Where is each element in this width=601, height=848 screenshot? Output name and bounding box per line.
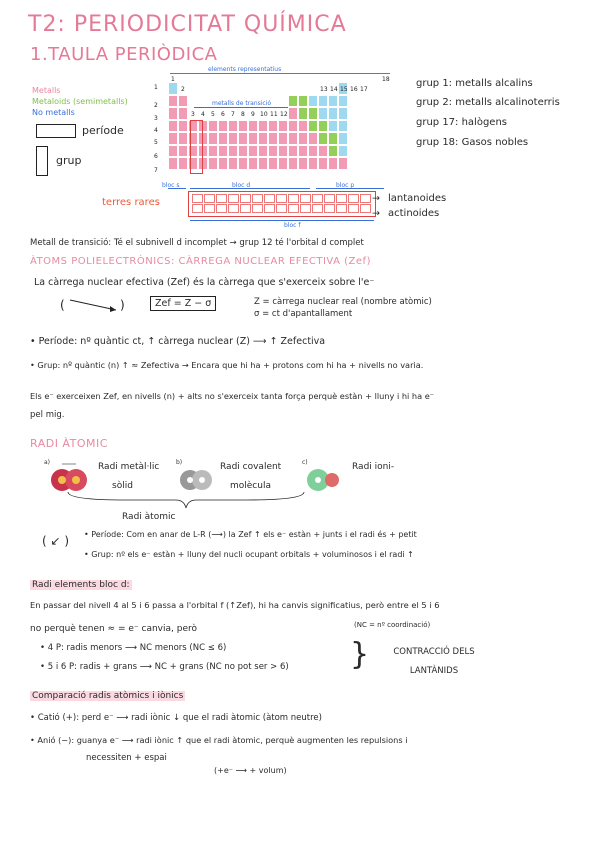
element-cell xyxy=(308,107,318,120)
contraction-brace: } xyxy=(350,637,370,672)
element-cell xyxy=(318,107,328,120)
representative-label: elements representatius xyxy=(208,66,282,73)
element-cell xyxy=(288,107,298,120)
element-cell xyxy=(228,145,238,158)
element-cell xyxy=(298,157,308,170)
element-cell xyxy=(218,120,228,133)
group-legend-box xyxy=(36,146,48,176)
element-cell xyxy=(278,157,288,170)
f-element-cell xyxy=(336,204,347,213)
anion-rule-2: necessiten + espai xyxy=(86,753,167,763)
element-cell xyxy=(218,145,228,158)
block-d-text-1: En passar del nivell 4 al 5 i 6 passa a l'orbital f (↑Zef), hi ha canvis significatius, però entre el 5 i 6 xyxy=(30,600,440,610)
group-num-2: 2 xyxy=(181,86,185,93)
f-element-cell xyxy=(252,194,263,203)
f-element-cell xyxy=(216,194,227,203)
radius-covalent: Radi covalent xyxy=(220,462,282,472)
f-element-cell xyxy=(264,204,275,213)
block-d-text-2: no perquè tenen ≈ = e⁻ canvia, però xyxy=(30,624,197,634)
group-num-5: 5 xyxy=(211,111,215,118)
page-title: T2: PERIODICITAT QUÍMICA xyxy=(28,12,347,37)
element-cell xyxy=(258,132,268,145)
f-element-cell xyxy=(204,194,215,203)
element-cell xyxy=(168,107,178,120)
group-num-11: 11 xyxy=(270,111,278,118)
element-cell xyxy=(338,107,348,120)
element-cell xyxy=(318,132,328,145)
label-b: b) xyxy=(176,459,183,466)
period-num-7: 7 xyxy=(154,167,158,174)
period-num-2: 2 xyxy=(154,102,158,109)
f-element-cell xyxy=(240,204,251,213)
group-num-1: 1 xyxy=(171,76,175,83)
group-item-17: grup 17: halògens xyxy=(416,117,508,128)
period-num-3: 3 xyxy=(154,115,158,122)
section-radius-heading: RADI ÀTOMIC xyxy=(30,437,108,450)
f-element-cell xyxy=(360,194,371,203)
block-d-nc-note: (NC = nº coordinació) xyxy=(354,621,431,629)
element-cell xyxy=(168,145,178,158)
f-element-cell xyxy=(336,194,347,203)
element-cell xyxy=(238,132,248,145)
element-cell xyxy=(218,132,228,145)
element-cell xyxy=(228,132,238,145)
element-cell xyxy=(278,120,288,133)
element-cell xyxy=(318,95,328,108)
element-cell xyxy=(318,157,328,170)
element-cell xyxy=(308,120,318,133)
representative-line xyxy=(170,73,390,74)
zef-formula: Zef = Z − σ xyxy=(150,296,216,311)
element-cell xyxy=(238,145,248,158)
element-cell xyxy=(268,120,278,133)
shielding-note-1: Els e⁻ exerceixen Zef, en nivells (n) + alts no s'exerceix tanta força perquè estàn + lluny i hi ha e⁻ xyxy=(30,391,435,401)
element-cell xyxy=(178,132,188,145)
f-element-cell xyxy=(324,204,335,213)
element-cell xyxy=(338,145,348,158)
group-num-7: 7 xyxy=(231,111,235,118)
element-cell xyxy=(288,132,298,145)
element-cell xyxy=(248,120,258,133)
element-cell xyxy=(178,145,188,158)
element-cell xyxy=(168,95,178,108)
element-cell xyxy=(308,145,318,158)
section-compare-heading: Comparació radis atòmics i iònics xyxy=(32,691,184,701)
transition-label: metalls de transició xyxy=(212,100,272,107)
f-element-cell xyxy=(276,194,287,203)
page-subtitle: 1.TAULA PERIÒDICA xyxy=(30,44,218,65)
group-num-17: 17 xyxy=(360,86,368,93)
element-cell xyxy=(308,95,318,108)
f-element-cell xyxy=(300,194,311,203)
legend-metalloids: Metaloids (semimetalls) xyxy=(32,97,128,106)
label-lanthanides: lantanoides xyxy=(388,193,447,204)
block-d-56p: • 5 i 6 P: radis + grans ⟶ NC + grans (NC no pot ser > 6) xyxy=(40,662,289,672)
element-cell xyxy=(298,95,308,108)
group-num-8: 8 xyxy=(241,111,245,118)
section-block-d-heading: Radi elements bloc d: xyxy=(32,580,130,590)
radius-brace xyxy=(66,490,306,514)
block-d-4p: • 4 P: radis menors ⟶ NC menors (NC ≤ 6) xyxy=(40,643,227,653)
element-cell xyxy=(248,145,258,158)
element-cell xyxy=(278,132,288,145)
element-cell xyxy=(328,157,338,170)
element-cell xyxy=(208,145,218,158)
block-p-line xyxy=(316,188,384,189)
label-a: a) xyxy=(44,459,51,466)
block-p-label: bloc p xyxy=(336,182,355,189)
element-cell xyxy=(168,132,178,145)
element-cell xyxy=(298,107,308,120)
f-element-cell xyxy=(240,194,251,203)
arrow-actinides: → xyxy=(372,208,380,219)
f-element-cell xyxy=(300,204,311,213)
f-element-cell xyxy=(348,194,359,203)
block-f-label: bloc f xyxy=(284,222,301,229)
element-cell xyxy=(328,132,338,145)
block-d-label: bloc d xyxy=(232,182,251,189)
f-element-cell xyxy=(312,204,323,213)
group-num-9: 9 xyxy=(251,111,255,118)
element-cell xyxy=(318,120,328,133)
legend-metals: Metalls xyxy=(32,86,61,95)
period-num-1: 1 xyxy=(154,84,158,91)
element-cell xyxy=(178,95,188,108)
legend-group: grup xyxy=(56,154,82,167)
element-cell xyxy=(258,145,268,158)
element-cell xyxy=(208,120,218,133)
radius-metallic-sub: sòlid xyxy=(112,481,133,491)
legend-nonmetals: No metalls xyxy=(32,108,75,117)
element-cell xyxy=(168,82,178,95)
lanthanide-contraction: CONTRACCIÓ DELS LANTÀNIDS xyxy=(393,647,475,676)
element-cell xyxy=(298,145,308,158)
f-element-cell xyxy=(264,194,275,203)
radius-brace-label: Radi àtomic xyxy=(122,512,176,522)
transition-line xyxy=(194,107,294,108)
f-element-cell xyxy=(228,194,239,203)
element-cell xyxy=(248,157,258,170)
element-cell xyxy=(238,157,248,170)
f-element-cell xyxy=(324,194,335,203)
period-rule: • Període: nº quàntic ct, ↑ càrrega nuclear (Z) ⟶ ↑ Zefectiva xyxy=(30,336,326,347)
group-item-18: grup 18: Gasos nobles xyxy=(416,137,529,148)
group-item-2: grup 2: metalls alcalinoterris xyxy=(416,97,560,108)
section-atoms-heading: ÀTOMS POLIELECTRÒNICS: CÀRREGA NUCLEAR EFECTIVA (Zef) xyxy=(30,256,371,267)
element-cell xyxy=(288,157,298,170)
element-cell xyxy=(208,132,218,145)
element-cell xyxy=(268,132,278,145)
group-rule: • Grup: nº quàntic (n) ↑ ≈ Zefectiva → Encara que hi ha + protons com hi ha + nivells no varia. xyxy=(30,360,424,370)
svg-text:(: ( xyxy=(60,298,65,312)
zef-intro: La càrrega nuclear efectiva (Zef) és la càrrega que s'exerceix sobre l'e⁻ xyxy=(34,277,375,288)
element-cell xyxy=(178,120,188,133)
f-element-cell xyxy=(192,204,203,213)
group-num-10: 10 xyxy=(260,111,268,118)
period-num-4: 4 xyxy=(154,127,158,134)
element-cell xyxy=(298,120,308,133)
zef-definition-sigma: σ = ct d'apantallament xyxy=(254,309,353,319)
element-cell xyxy=(338,95,348,108)
f-element-cell xyxy=(348,204,359,213)
element-cell xyxy=(288,120,298,133)
element-cell xyxy=(228,157,238,170)
element-cell xyxy=(328,107,338,120)
group-num-18: 18 xyxy=(382,76,390,83)
block-f-line xyxy=(190,220,374,221)
element-cell xyxy=(318,145,328,158)
element-cell xyxy=(168,157,178,170)
f-element-cell xyxy=(228,204,239,213)
legend-rare-earths: terres rares xyxy=(102,197,160,208)
label-actinides: actinoides xyxy=(388,208,440,219)
f-element-cell xyxy=(360,204,371,213)
f-element-cell xyxy=(192,194,203,203)
transition-note: Metall de transició: Té el subnivell d incomplet → grup 12 té l'orbital d complet xyxy=(30,238,364,248)
svg-text:): ) xyxy=(120,298,125,312)
period-num-6: 6 xyxy=(154,153,158,160)
f-element-cell xyxy=(252,204,263,213)
element-cell xyxy=(308,157,318,170)
element-cell xyxy=(218,157,228,170)
anion-rule: • Anió (−): guanya e⁻ ⟶ radi iònic ↑ que el radi àtomic, perquè augmenten les repulsions i xyxy=(30,735,408,745)
cation-rule: • Catió (+): perd e⁻ ⟶ radi iònic ↓ que el radi àtomic (àtom neutre) xyxy=(30,713,322,723)
group-num-16: 16 xyxy=(350,86,358,93)
element-cell xyxy=(208,157,218,170)
element-cell xyxy=(258,157,268,170)
element-cell xyxy=(168,120,178,133)
group-item-1: grup 1: metalls alcalins xyxy=(416,78,533,89)
element-cell xyxy=(288,95,298,108)
anion-rule-3: (+e⁻ ⟶ + volum) xyxy=(214,766,287,775)
element-cell xyxy=(178,107,188,120)
legend-period: període xyxy=(82,124,124,137)
trend-arrow-icon: ( ↙ ) xyxy=(42,534,70,548)
label-c: c) xyxy=(302,459,308,466)
f-element-cell xyxy=(288,194,299,203)
f-element-cell xyxy=(276,204,287,213)
ionic-radius-diagram xyxy=(302,456,346,500)
element-cell xyxy=(228,120,238,133)
element-cell xyxy=(338,120,348,133)
element-cell xyxy=(178,157,188,170)
block-s-line xyxy=(168,188,186,189)
block-d-line xyxy=(190,188,310,189)
element-cell xyxy=(278,145,288,158)
radius-covalent-sub: molècula xyxy=(230,481,271,491)
shielding-note-2: pel mig. xyxy=(30,410,65,420)
f-element-cell xyxy=(204,204,215,213)
element-cell xyxy=(238,120,248,133)
group-num-4: 4 xyxy=(201,111,205,118)
electron-arrow-icon xyxy=(60,296,130,318)
element-cell xyxy=(338,132,348,145)
f-element-cell xyxy=(312,194,323,203)
element-cell xyxy=(268,145,278,158)
radius-period-rule: • Període: Com en anar de L-R (⟶) la Zef ↑ els e⁻ estàn + junts i el radi és + petit xyxy=(84,530,417,539)
element-cell xyxy=(328,95,338,108)
group-num-13: 13 xyxy=(320,86,328,93)
zef-definition-z: Z = càrrega nuclear real (nombre atòmic) xyxy=(254,297,432,307)
block-s-label: bloc s xyxy=(162,182,180,189)
radius-group-rule: • Grup: nº els e⁻ estàn + lluny del nucli ocupant orbitals + voluminosos i el radi ↑ xyxy=(84,550,414,559)
period-num-5: 5 xyxy=(154,139,158,146)
element-cell xyxy=(248,132,258,145)
radius-metallic: Radi metàl·lic xyxy=(98,462,160,472)
element-cell xyxy=(308,132,318,145)
element-cell xyxy=(258,120,268,133)
element-cell xyxy=(298,132,308,145)
periodic-table xyxy=(150,60,410,235)
group-num-15: 15 xyxy=(340,86,348,93)
element-cell xyxy=(338,157,348,170)
element-cell xyxy=(268,157,278,170)
group-highlight-box xyxy=(190,120,203,174)
element-cell xyxy=(328,145,338,158)
group-num-12: 12 xyxy=(280,111,288,118)
f-element-cell xyxy=(216,204,227,213)
element-cell xyxy=(288,145,298,158)
group-num-3: 3 xyxy=(191,111,195,118)
group-num-6: 6 xyxy=(221,111,225,118)
f-element-cell xyxy=(288,204,299,213)
group-num-14: 14 xyxy=(330,86,338,93)
radius-ionic: Radi ioni- xyxy=(352,462,395,472)
period-legend-box xyxy=(36,124,76,138)
arrow-lanthanides: → xyxy=(372,193,380,204)
element-cell xyxy=(328,120,338,133)
